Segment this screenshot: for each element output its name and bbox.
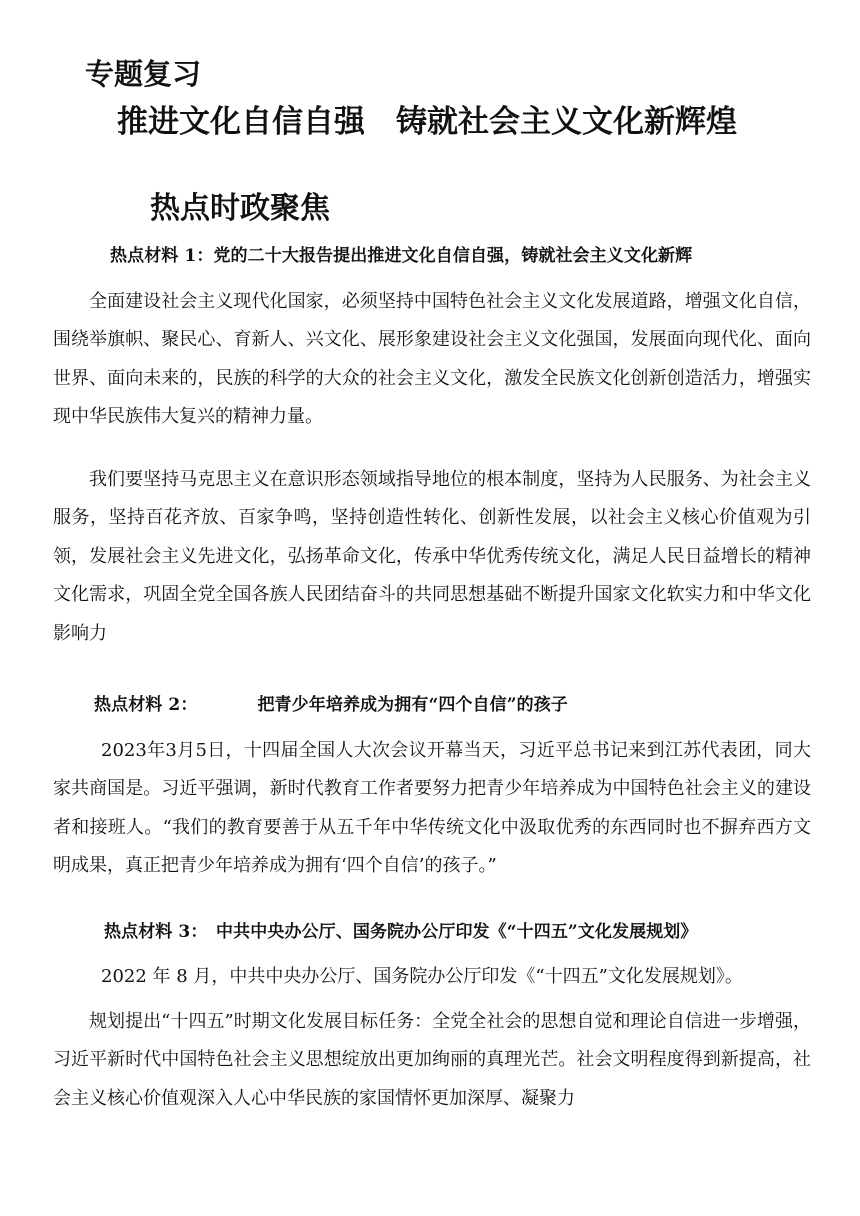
section-title: 热点时政聚焦 <box>150 191 330 226</box>
material-2-label: 热点材料 2： <box>94 695 198 715</box>
material-3-heading: 热点材料 3： 中共中央办公厅、国务院办公厅印发《“十四五”文化发展规划》 <box>104 922 698 942</box>
material-1-paragraph-1: 全面建设社会主义现代化国家，必须坚持中国特色社会主义文化发展道路，增强文化自信，围绕举旗帜、聚民心、育新人、兴文化、展形象建设社会主义文化强国，发展面向现代化、面向世界、面向未来的，民族的科学的大众的社会主义文化，激发全民族文化创新创造活力，增强实现中华民族伟大复兴的精神力量。 <box>53 291 811 428</box>
material-2-title: 把青少年培养成为拥有“四个自信”的孩子 <box>257 695 568 715</box>
material-2-paragraph-1: 2023年3月5日，十四届全国人大次会议开幕当天，习近平总书记来到江苏代表团，同大家共商国是。习近平强调，新时代教育工作者要努力把青少年培养成为中国特色社会主义的建设者和接班人。“我们的教育要善于从五千年中华传统文化中汲取优秀的东西同时也不摒弃西方文明成果，真正把青少年培养成为拥有‘四个自信’的孩子。” <box>53 740 811 877</box>
material-3-paragraph-2: 规划提出“十四五”时期文化发展目标任务：全党全社会的思想自觉和理论自信进一步增强，习近平新时代中国特色社会主义思想绽放出更加绚丽的真理光芒。社会文明程度得到新提高，社会主义核心价值观深入人心中华民族的家国情怀更加深厚、凝聚力 <box>53 1011 811 1109</box>
main-title: 推进文化自信自强 铸就社会主义文化新辉煌 <box>117 104 737 140</box>
material-3-paragraph-1: 2022 年 8 月，中共中央办公厅、国务院办公厅印发《“十四五”文化发展规划》。 <box>101 966 743 987</box>
topic-label: 专题复习 <box>85 57 202 91</box>
material-1-paragraph-2: 我们要坚持马克思主义在意识形态领域指导地位的根本制度，坚持为人民服务、为社会主义服务，坚持百花齐放、百家争鸣，坚持创造性转化、创新性发展，以社会主义核心价值观为引领，发展社会主义先进文化，弘扬革命文化，传承中华优秀传统文化，满足人民日益增长的精神文化需求，巩固全党全国各族人民团结奋斗的共同思想基础不断提升国家文化软实力和中华文化影响力 <box>53 469 811 644</box>
material-2-heading <box>94 692 568 718</box>
material-1-heading: 热点材料 1：党的二十大报告提出推进文化自信自强，铸就社会主义文化新辉 <box>110 246 693 266</box>
